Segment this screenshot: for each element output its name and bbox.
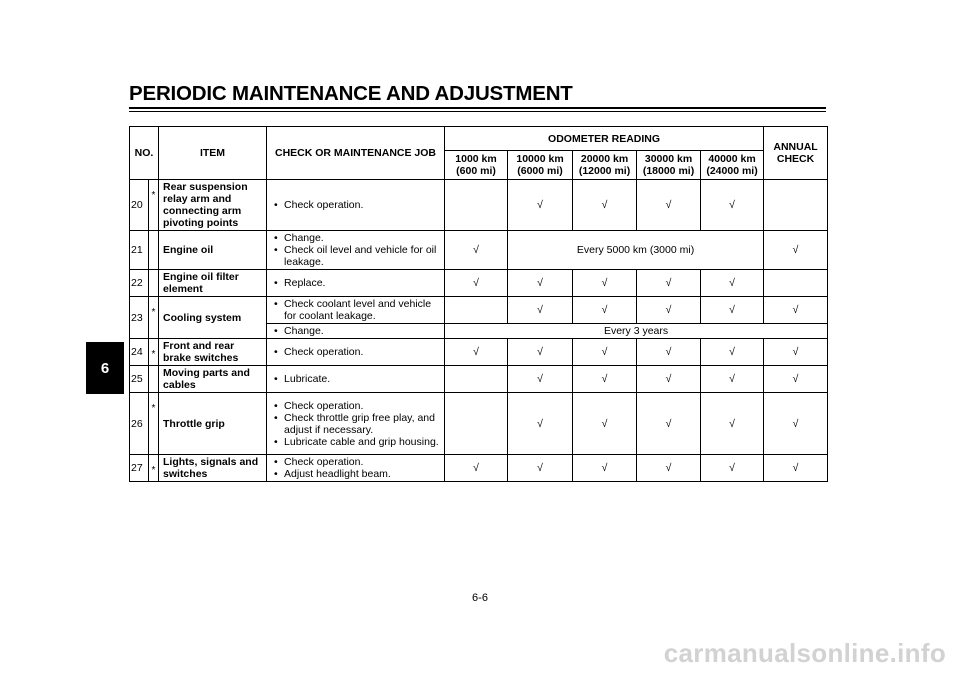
star-mark: * [149,393,159,455]
header-interval: 40000 km (24000 mi) [701,151,764,180]
item-name: Lights, signals and switches [159,455,267,482]
check-mark: √ [573,297,637,324]
item-name: Cooling system [159,297,267,339]
check-mark: √ [701,366,764,393]
check-mark: √ [637,393,701,455]
table-row [130,366,828,393]
item-name: Engine oil [159,231,267,270]
check-mark: √ [701,270,764,297]
check-mark: √ [764,297,828,324]
header-annual: ANNUAL CHECK [764,127,828,180]
check-mark: √ [573,339,637,366]
check-mark: √ [508,339,573,366]
check-mark: √ [573,366,637,393]
check-cell [445,297,508,324]
item-name: Engine oil filter element [159,270,267,297]
check-mark: √ [508,270,573,297]
table-row [130,231,828,270]
item-name: Throttle grip [159,393,267,455]
star-mark: * [149,455,159,482]
job-cell: • Check coolant level and vehicle for coolant leakage. [267,297,445,324]
row-number: 20 [130,180,149,231]
job-cell: • Check operation. • Adjust headlight beam. [267,455,445,482]
header-job: CHECK OR MAINTENANCE JOB [267,127,445,180]
row-number: 22 [130,270,149,297]
interval-span-text: Every 3 years [445,324,828,339]
star-mark: * [149,339,159,366]
header-interval: 1000 km (600 mi) [445,151,508,180]
star-mark: * [149,297,159,339]
row-number: 24 [130,339,149,366]
header-no: NO. [130,127,159,180]
header-interval: 20000 km (12000 mi) [573,151,637,180]
check-mark: √ [701,297,764,324]
check-mark: √ [508,180,573,231]
header-row-1 [130,127,828,151]
maintenance-table [129,126,828,482]
item-name: Front and rear brake switches [159,339,267,366]
item-name: Rear suspension relay arm and connecting arm pivoting points [159,180,267,231]
check-mark: √ [508,366,573,393]
row-number: 27 [130,455,149,482]
check-mark: √ [508,455,573,482]
page-title: PERIODIC MAINTENANCE AND ADJUSTMENT [129,82,573,105]
check-cell [445,180,508,231]
row-number: 21 [130,231,149,270]
check-mark: √ [637,297,701,324]
table-row [130,393,828,455]
check-mark: √ [508,297,573,324]
check-cell [764,270,828,297]
check-mark: √ [573,455,637,482]
header-item: ITEM [159,127,267,180]
title-rule-thick [129,107,826,109]
table-row [130,297,828,324]
check-mark: √ [637,455,701,482]
row-number: 25 [130,366,149,393]
table-row [130,339,828,366]
job-cell: • Change. • Check oil level and vehicle for oil leakage. [267,231,445,270]
check-mark: √ [701,455,764,482]
check-mark: √ [764,455,828,482]
check-mark: √ [637,180,701,231]
header-odometer: ODOMETER READING [445,127,764,151]
check-mark: √ [637,366,701,393]
page-number: 6-6 [472,592,488,604]
watermark: carmanualsonline.info [663,638,946,668]
check-mark: √ [764,231,828,270]
check-mark: √ [701,339,764,366]
check-mark: √ [573,393,637,455]
item-name: Moving parts and cables [159,366,267,393]
job-cell: • Lubricate. [267,366,445,393]
check-mark: √ [445,339,508,366]
check-mark: √ [573,270,637,297]
check-cell [764,180,828,231]
interval-span-text: Every 5000 km (3000 mi) [508,231,764,270]
check-mark: √ [445,455,508,482]
check-mark: √ [508,393,573,455]
star-mark [149,270,159,297]
check-mark: √ [701,180,764,231]
check-mark: √ [637,270,701,297]
check-mark: √ [445,270,508,297]
row-number: 26 [130,393,149,455]
check-mark: √ [445,231,508,270]
job-cell: • Change. [267,324,445,339]
check-mark: √ [573,180,637,231]
star-mark: * [149,180,159,231]
job-cell: • Check operation. [267,180,445,231]
table-row [130,455,828,482]
table-row [130,270,828,297]
check-mark: √ [701,393,764,455]
row-number: 23 [130,297,149,339]
star-mark [149,231,159,270]
chapter-tab: 6 [86,342,124,394]
job-cell: • Replace. [267,270,445,297]
check-mark: √ [764,339,828,366]
check-mark: √ [764,366,828,393]
check-cell [445,393,508,455]
job-cell: • Check operation. • Check throttle grip free play, and adjust if necessary. • Lubricate cable and grip housing. [267,393,445,455]
job-cell: • Check operation. [267,339,445,366]
title-rule-thin [129,111,826,112]
check-mark: √ [764,393,828,455]
check-mark: √ [637,339,701,366]
table-row [130,180,828,231]
check-cell [445,366,508,393]
header-interval: 10000 km (6000 mi) [508,151,573,180]
header-interval: 30000 km (18000 mi) [637,151,701,180]
star-mark [149,366,159,393]
